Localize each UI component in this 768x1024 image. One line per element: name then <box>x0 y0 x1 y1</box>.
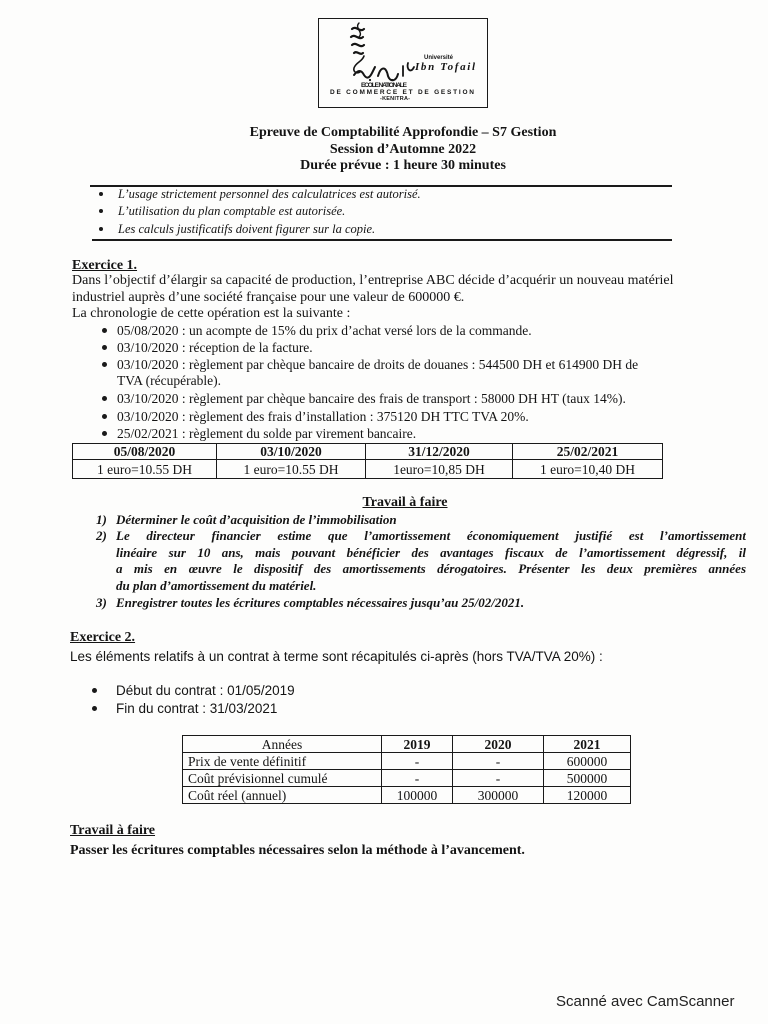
task-number: 1) <box>96 512 107 527</box>
bullet-icon <box>99 227 103 231</box>
exam-session: Session d’Automne 2022 <box>329 142 477 157</box>
event-item: 03/10/2020 : réception de la facture. <box>117 340 313 355</box>
table-cell: - <box>453 753 544 770</box>
exercise2-task-title: Travail à faire <box>70 823 156 838</box>
rule-item: L’usage strictement personnel des calculatrices est autorisé. <box>118 187 421 201</box>
bullet-icon <box>99 209 103 213</box>
table-cell: 300000 <box>453 787 544 804</box>
rate-value: 1euro=10,85 DH <box>366 460 513 479</box>
task-number: 3) <box>96 595 107 610</box>
exchange-rate-table <box>72 443 663 479</box>
table-header-row <box>183 736 631 753</box>
event-item: 03/10/2020 : règlement par chèque bancaire de droits de douanes : 544500 DH et 614900 DH de <box>117 357 639 372</box>
table-cell: 100000 <box>382 787 453 804</box>
table-row <box>183 770 631 787</box>
task-text: Enregistrer toutes les écritures comptables nécessaires jusqu’au 25/02/2021. <box>116 595 525 610</box>
exercise2-intro: Les éléments relatifs à un contrat à terme sont récapitulés ci-après (hors TVA/TVA 20%) : <box>70 649 603 664</box>
event-item-continuation: TVA (récupérable). <box>117 373 221 388</box>
rule-item: L’utilisation du plan comptable est autorisée. <box>118 204 346 218</box>
exercise1-intro-line: industriel auprès d’une société française pour une valeur de 600000 €. <box>72 290 465 305</box>
bullet-icon <box>102 328 107 333</box>
table-header-row <box>73 444 663 460</box>
task-number: 2) <box>96 528 107 543</box>
rate-value: 1 euro=10,40 DH <box>513 460 663 479</box>
bullet-icon <box>102 431 107 436</box>
rate-date-header: 31/12/2020 <box>366 444 513 460</box>
rate-date-header: 25/02/2021 <box>513 444 663 460</box>
exercise1-title: Exercice 1. <box>72 258 138 273</box>
table-cell: - <box>382 753 453 770</box>
bullet-icon <box>99 192 103 196</box>
table-row <box>183 753 631 770</box>
year-header: 2020 <box>453 736 544 753</box>
school-logo <box>318 18 488 108</box>
year-header: 2019 <box>382 736 453 753</box>
table-cell: 120000 <box>544 787 631 804</box>
row-label: Coût prévisionnel cumulé <box>183 770 382 787</box>
rate-date-header: 03/10/2020 <box>217 444 366 460</box>
contract-date-item: Fin du contrat : 31/03/2021 <box>116 701 278 716</box>
table-cell: 500000 <box>544 770 631 787</box>
event-item: 03/10/2020 : règlement par chèque bancaire des frais de transport : 58000 DH HT (taux 14%). <box>117 391 626 406</box>
task-text: Le directeur financier estime que l’amortissement économiquement justifié est l’amortissement <box>116 528 746 543</box>
bullet-icon <box>102 414 107 419</box>
rules-bottom-divider <box>92 239 672 241</box>
exercise1-task-title: Travail à faire <box>362 495 448 510</box>
row-label: Coût réel (annuel) <box>183 787 382 804</box>
bullet-icon <box>102 362 107 367</box>
exercise2-title: Exercice 2. <box>70 630 136 645</box>
logo-school-line1: ECOLE NATIONALE <box>361 82 407 89</box>
bullet-icon <box>102 345 107 350</box>
table-cell: - <box>453 770 544 787</box>
rate-value: 1 euro=10.55 DH <box>73 460 217 479</box>
task-text: a mis en œuvre le dispositif des amortissements dérogatoires. Présenter les deux premières années <box>116 561 746 576</box>
logo-university-name: Ibn Tofail <box>415 61 475 73</box>
bullet-icon <box>102 396 107 401</box>
bullet-icon <box>92 706 97 711</box>
task-text: Déterminer le coût d’acquisition de l’immobilisation <box>116 512 397 527</box>
bullet-icon <box>92 688 97 693</box>
table-row <box>183 787 631 804</box>
table-row <box>73 460 663 479</box>
rate-value: 1 euro=10.55 DH <box>217 460 366 479</box>
event-item: 25/02/2021 : règlement du solde par virement bancaire. <box>117 426 417 441</box>
rule-item: Les calculs justificatifs doivent figurer sur la copie. <box>118 222 376 236</box>
row-label: Prix de vente définitif <box>183 753 382 770</box>
logo-school-line2: DE COMMERCE ET DE GESTION <box>330 89 474 96</box>
exam-title: Epreuve de Comptabilité Approfondie – S7 Gestion <box>249 125 557 140</box>
exercise1-intro-line: Dans l’objectif d’élargir sa capacité de production, l’entreprise ABC décide d’acquérir un nouveau matériel <box>72 273 674 288</box>
task-text: linéaire sur 10 ans, mais pouvant bénéficier des avantages fiscaux de l’amortissement dégressif, il <box>116 545 746 560</box>
contract-date-item: Début du contrat : 01/05/2019 <box>116 683 295 698</box>
task-text: du plan d’amortissement du matériel. <box>116 578 317 593</box>
calligraphy-mark-icon <box>351 23 364 73</box>
scanner-watermark: Scanné avec CamScanner <box>556 993 735 1010</box>
event-item: 03/10/2020 : règlement des frais d’installation : 375120 DH TTC TVA 20%. <box>117 409 529 424</box>
arabic-script-icon <box>354 63 414 81</box>
table-cell: - <box>382 770 453 787</box>
exercise1-intro-line: La chronologie de cette opération est la suivante : <box>72 306 351 321</box>
years-header: Années <box>183 736 382 753</box>
exam-duration: Durée prévue : 1 heure 30 minutes <box>300 158 506 173</box>
contract-table <box>182 735 631 804</box>
exercise2-task: Passer les écritures comptables nécessaires selon la méthode à l’avancement. <box>70 843 525 858</box>
logo-school-line3: -KENITRA- <box>380 96 410 102</box>
logo-university-small: Université <box>424 55 454 61</box>
year-header: 2021 <box>544 736 631 753</box>
event-item: 05/08/2020 : un acompte de 15% du prix d’achat versé lors de la commande. <box>117 323 532 338</box>
rate-date-header: 05/08/2020 <box>73 444 217 460</box>
table-cell: 600000 <box>544 753 631 770</box>
